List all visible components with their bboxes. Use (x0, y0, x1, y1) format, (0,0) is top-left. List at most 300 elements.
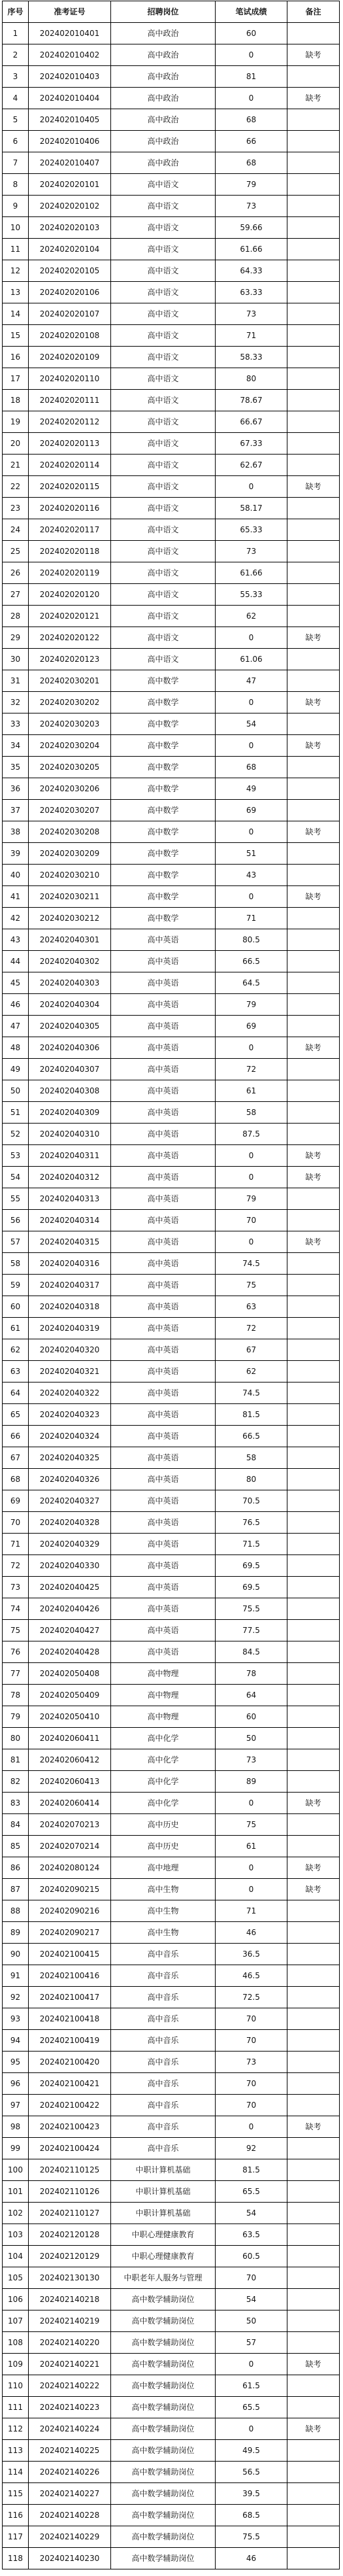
cell-recruitment-position: 高中音乐 (111, 2073, 216, 2095)
cell-recruitment-position: 高中物理 (111, 1663, 216, 1685)
cell-remarks (287, 2181, 340, 2203)
table-row (3, 2418, 340, 2440)
cell-recruitment-position: 高中英语 (111, 1188, 216, 1210)
header-row (3, 1, 340, 23)
cell-remarks (287, 455, 340, 476)
cell-written-score: 60 (216, 23, 287, 44)
cell-written-score: 54 (216, 713, 287, 735)
cell-remarks (287, 1534, 340, 1555)
table-row (3, 1490, 340, 1512)
cell-recruitment-position: 高中语文 (111, 239, 216, 260)
cell-recruitment-position: 高中政治 (111, 109, 216, 131)
cell-serial-number: 45 (3, 972, 29, 994)
table-row (3, 1231, 340, 1253)
cell-admission-ticket-number: 202402040309 (29, 1102, 111, 1124)
cell-serial-number: 53 (3, 1145, 29, 1167)
cell-remarks (287, 670, 340, 692)
cell-recruitment-position: 高中数学辅助岗位 (111, 2332, 216, 2354)
cell-recruitment-position: 高中语文 (111, 368, 216, 390)
header-remarks: 备注 (287, 1, 340, 23)
cell-admission-ticket-number: 202402010404 (29, 88, 111, 109)
cell-remarks: 缺考 (287, 2116, 340, 2138)
cell-written-score: 61.66 (216, 562, 287, 584)
cell-admission-ticket-number: 202402090215 (29, 1879, 111, 1900)
cell-admission-ticket-number: 202402020105 (29, 260, 111, 282)
cell-serial-number: 71 (3, 1534, 29, 1555)
cell-remarks (287, 1469, 340, 1490)
cell-serial-number: 20 (3, 433, 29, 455)
table-row (3, 1296, 340, 1318)
cell-serial-number: 42 (3, 908, 29, 929)
cell-serial-number: 54 (3, 1167, 29, 1188)
table-row (3, 2505, 340, 2526)
cell-serial-number: 66 (3, 1426, 29, 1447)
cell-written-score: 63.33 (216, 282, 287, 303)
cell-serial-number: 50 (3, 1080, 29, 1102)
cell-serial-number: 35 (3, 757, 29, 778)
cell-recruitment-position: 高中音乐 (111, 2116, 216, 2138)
table-row (3, 196, 340, 217)
cell-recruitment-position: 高中数学辅助岗位 (111, 2397, 216, 2418)
cell-recruitment-position: 高中数学 (111, 908, 216, 929)
table-row (3, 821, 340, 843)
table-row (3, 606, 340, 627)
cell-admission-ticket-number: 202402040319 (29, 1318, 111, 1339)
cell-admission-ticket-number: 202402020121 (29, 606, 111, 627)
table-row (3, 1944, 340, 1965)
cell-serial-number: 39 (3, 843, 29, 865)
cell-admission-ticket-number: 202402060414 (29, 1793, 111, 1814)
cell-admission-ticket-number: 202402090217 (29, 1922, 111, 1944)
cell-written-score: 57 (216, 2332, 287, 2354)
cell-admission-ticket-number: 202402010402 (29, 44, 111, 66)
cell-serial-number: 98 (3, 2116, 29, 2138)
cell-admission-ticket-number: 202402100418 (29, 2008, 111, 2030)
cell-written-score: 56.5 (216, 2462, 287, 2483)
cell-recruitment-position: 高中数学 (111, 865, 216, 886)
cell-admission-ticket-number: 202402020114 (29, 455, 111, 476)
cell-written-score: 77.5 (216, 1620, 287, 1641)
cell-written-score: 64.5 (216, 972, 287, 994)
table-row (3, 411, 340, 433)
table-row (3, 2246, 340, 2267)
cell-admission-ticket-number: 202402040317 (29, 1275, 111, 1296)
cell-admission-ticket-number: 202402040428 (29, 1641, 111, 1663)
cell-admission-ticket-number: 202402040426 (29, 1598, 111, 1620)
cell-recruitment-position: 高中英语 (111, 1059, 216, 1080)
cell-remarks (287, 1620, 340, 1641)
cell-remarks (287, 411, 340, 433)
table-row (3, 2073, 340, 2095)
cell-written-score: 58 (216, 1447, 287, 1469)
table-row (3, 541, 340, 562)
header-written-score: 笔试成绩 (216, 1, 287, 23)
cell-admission-ticket-number: 202402040425 (29, 1577, 111, 1598)
cell-serial-number: 82 (3, 1771, 29, 1793)
table-row (3, 1641, 340, 1663)
cell-recruitment-position: 高中数学 (111, 735, 216, 757)
cell-serial-number: 55 (3, 1188, 29, 1210)
cell-admission-ticket-number: 202402100419 (29, 2030, 111, 2052)
cell-admission-ticket-number: 202402030210 (29, 865, 111, 886)
cell-serial-number: 27 (3, 584, 29, 606)
cell-serial-number: 72 (3, 1555, 29, 1577)
cell-admission-ticket-number: 202402040303 (29, 972, 111, 994)
table-body (3, 23, 340, 2569)
cell-recruitment-position: 高中语文 (111, 411, 216, 433)
table-row (3, 1922, 340, 1944)
table-row (3, 562, 340, 584)
cell-serial-number: 29 (3, 627, 29, 649)
cell-admission-ticket-number: 202402040308 (29, 1080, 111, 1102)
cell-serial-number: 3 (3, 66, 29, 88)
cell-remarks: 缺考 (287, 1167, 340, 1188)
cell-remarks (287, 1339, 340, 1361)
cell-remarks (287, 951, 340, 972)
cell-serial-number: 59 (3, 1275, 29, 1296)
cell-serial-number: 79 (3, 1706, 29, 1728)
cell-serial-number: 6 (3, 131, 29, 152)
cell-serial-number: 84 (3, 1814, 29, 1836)
cell-written-score: 80 (216, 1469, 287, 1490)
cell-recruitment-position: 高中数学 (111, 886, 216, 908)
cell-remarks (287, 1900, 340, 1922)
cell-admission-ticket-number: 202402140228 (29, 2505, 111, 2526)
cell-serial-number: 24 (3, 519, 29, 541)
cell-written-score: 81.5 (216, 2159, 287, 2181)
cell-serial-number: 108 (3, 2332, 29, 2354)
table-row (3, 2159, 340, 2181)
cell-serial-number: 1 (3, 23, 29, 44)
cell-written-score: 69 (216, 1016, 287, 1037)
cell-written-score: 68.5 (216, 2505, 287, 2526)
cell-written-score: 70 (216, 2267, 287, 2289)
cell-remarks (287, 2267, 340, 2289)
cell-recruitment-position: 高中英语 (111, 1361, 216, 1382)
cell-recruitment-position: 高中政治 (111, 152, 216, 174)
cell-admission-ticket-number: 202402140224 (29, 2418, 111, 2440)
cell-written-score: 68 (216, 109, 287, 131)
cell-admission-ticket-number: 202402040314 (29, 1210, 111, 1231)
cell-remarks (287, 1102, 340, 1124)
header-admission-ticket-number: 准考证号 (29, 1, 111, 23)
cell-recruitment-position: 高中英语 (111, 1469, 216, 1490)
cell-serial-number: 23 (3, 498, 29, 519)
cell-written-score: 64 (216, 1685, 287, 1706)
cell-recruitment-position: 高中语文 (111, 174, 216, 196)
cell-remarks: 缺考 (287, 476, 340, 498)
cell-admission-ticket-number: 202402020120 (29, 584, 111, 606)
cell-remarks (287, 282, 340, 303)
table-row (3, 1426, 340, 1447)
header-serial-number: 序号 (3, 1, 29, 23)
cell-admission-ticket-number: 202402040301 (29, 929, 111, 951)
cell-serial-number: 105 (3, 2267, 29, 2289)
cell-recruitment-position: 高中数学 (111, 821, 216, 843)
cell-written-score: 0 (216, 1167, 287, 1188)
cell-serial-number: 34 (3, 735, 29, 757)
cell-admission-ticket-number: 202402100424 (29, 2138, 111, 2159)
cell-remarks (287, 1771, 340, 1793)
table-row (3, 1188, 340, 1210)
cell-remarks: 缺考 (287, 44, 340, 66)
cell-written-score: 81.5 (216, 1404, 287, 1426)
cell-written-score: 54 (216, 2203, 287, 2224)
cell-written-score: 72.5 (216, 1987, 287, 2008)
cell-admission-ticket-number: 202402020111 (29, 390, 111, 411)
cell-remarks (287, 800, 340, 821)
cell-recruitment-position: 高中英语 (111, 1210, 216, 1231)
cell-written-score: 58 (216, 1102, 287, 1124)
cell-recruitment-position: 高中英语 (111, 929, 216, 951)
table-row (3, 692, 340, 713)
table-row (3, 994, 340, 1016)
cell-remarks: 缺考 (287, 1231, 340, 1253)
table-row (3, 1555, 340, 1577)
cell-remarks (287, 2095, 340, 2116)
cell-written-score: 66.67 (216, 411, 287, 433)
table-row (3, 1620, 340, 1641)
cell-admission-ticket-number: 202402020113 (29, 433, 111, 455)
cell-recruitment-position: 高中政治 (111, 66, 216, 88)
cell-admission-ticket-number: 202402040326 (29, 1469, 111, 1490)
table-row (3, 1037, 340, 1059)
table-row (3, 347, 340, 368)
cell-admission-ticket-number: 202402020101 (29, 174, 111, 196)
cell-admission-ticket-number: 202402140225 (29, 2440, 111, 2462)
table-row (3, 1965, 340, 1987)
cell-admission-ticket-number: 202402050409 (29, 1685, 111, 1706)
cell-recruitment-position: 高中数学辅助岗位 (111, 2310, 216, 2332)
table-row (3, 131, 340, 152)
cell-recruitment-position: 高中政治 (111, 44, 216, 66)
cell-serial-number: 17 (3, 368, 29, 390)
cell-written-score: 46 (216, 1922, 287, 1944)
cell-written-score: 43 (216, 865, 287, 886)
cell-admission-ticket-number: 202402050408 (29, 1663, 111, 1685)
cell-serial-number: 43 (3, 929, 29, 951)
cell-recruitment-position: 中职老年人服务与管理 (111, 2267, 216, 2289)
cell-serial-number: 12 (3, 260, 29, 282)
cell-serial-number: 2 (3, 44, 29, 66)
cell-remarks (287, 1275, 340, 1296)
cell-written-score: 47 (216, 670, 287, 692)
table-row (3, 2181, 340, 2203)
cell-written-score: 74.5 (216, 1253, 287, 1275)
cell-remarks (287, 519, 340, 541)
cell-remarks (287, 1296, 340, 1318)
cell-recruitment-position: 高中英语 (111, 1124, 216, 1145)
cell-remarks: 缺考 (287, 886, 340, 908)
cell-admission-ticket-number: 202402040328 (29, 1512, 111, 1534)
cell-recruitment-position: 高中语文 (111, 541, 216, 562)
cell-written-score: 62 (216, 1361, 287, 1382)
cell-serial-number: 70 (3, 1512, 29, 1534)
cell-serial-number: 106 (3, 2289, 29, 2310)
cell-written-score: 89 (216, 1771, 287, 1793)
cell-written-score: 78 (216, 1663, 287, 1685)
cell-admission-ticket-number: 202402020117 (29, 519, 111, 541)
cell-remarks (287, 2332, 340, 2354)
table-row (3, 1339, 340, 1361)
cell-written-score: 60.5 (216, 2246, 287, 2267)
cell-written-score: 0 (216, 1793, 287, 1814)
table-row (3, 800, 340, 821)
cell-recruitment-position: 高中数学 (111, 713, 216, 735)
cell-recruitment-position: 高中英语 (111, 1145, 216, 1167)
cell-written-score: 73 (216, 196, 287, 217)
cell-written-score: 71.5 (216, 1534, 287, 1555)
cell-admission-ticket-number: 202402060412 (29, 1749, 111, 1771)
table-row (3, 2440, 340, 2462)
cell-written-score: 61.66 (216, 239, 287, 260)
cell-written-score: 67 (216, 1339, 287, 1361)
cell-remarks (287, 1641, 340, 1663)
cell-recruitment-position: 高中物理 (111, 1706, 216, 1728)
cell-written-score: 73 (216, 2052, 287, 2073)
cell-remarks (287, 239, 340, 260)
cell-serial-number: 104 (3, 2246, 29, 2267)
cell-written-score: 69.5 (216, 1555, 287, 1577)
table-row (3, 2224, 340, 2246)
cell-admission-ticket-number: 202402040315 (29, 1231, 111, 1253)
cell-serial-number: 117 (3, 2526, 29, 2548)
cell-admission-ticket-number: 202402040307 (29, 1059, 111, 1080)
cell-recruitment-position: 高中英语 (111, 1512, 216, 1534)
table-row (3, 174, 340, 196)
cell-admission-ticket-number: 202402020123 (29, 649, 111, 670)
cell-written-score: 73 (216, 541, 287, 562)
cell-admission-ticket-number: 202402140222 (29, 2375, 111, 2397)
cell-admission-ticket-number: 202402130130 (29, 2267, 111, 2289)
table-row (3, 1382, 340, 1404)
table-row (3, 865, 340, 886)
cell-recruitment-position: 高中音乐 (111, 2030, 216, 2052)
cell-remarks (287, 1059, 340, 1080)
cell-admission-ticket-number: 202402040427 (29, 1620, 111, 1641)
table-row (3, 1253, 340, 1275)
cell-written-score: 62.67 (216, 455, 287, 476)
cell-recruitment-position: 高中英语 (111, 994, 216, 1016)
cell-admission-ticket-number: 202402030201 (29, 670, 111, 692)
cell-written-score: 62 (216, 606, 287, 627)
cell-recruitment-position: 高中语文 (111, 627, 216, 649)
cell-serial-number: 89 (3, 1922, 29, 1944)
cell-serial-number: 78 (3, 1685, 29, 1706)
cell-admission-ticket-number: 202402030204 (29, 735, 111, 757)
cell-admission-ticket-number: 202402140223 (29, 2397, 111, 2418)
cell-recruitment-position: 高中数学辅助岗位 (111, 2289, 216, 2310)
cell-remarks (287, 757, 340, 778)
table-row (3, 1577, 340, 1598)
cell-written-score: 0 (216, 886, 287, 908)
cell-admission-ticket-number: 202402030212 (29, 908, 111, 929)
table-row (3, 1749, 340, 1771)
cell-remarks: 缺考 (287, 1145, 340, 1167)
cell-serial-number: 74 (3, 1598, 29, 1620)
cell-serial-number: 80 (3, 1728, 29, 1749)
cell-serial-number: 4 (3, 88, 29, 109)
cell-remarks (287, 1814, 340, 1836)
cell-recruitment-position: 中职计算机基础 (111, 2203, 216, 2224)
cell-recruitment-position: 高中化学 (111, 1728, 216, 1749)
cell-admission-ticket-number: 202402060411 (29, 1728, 111, 1749)
cell-written-score: 81 (216, 66, 287, 88)
cell-written-score: 55.33 (216, 584, 287, 606)
cell-remarks (287, 649, 340, 670)
table-row (3, 368, 340, 390)
table-row (3, 843, 340, 865)
cell-admission-ticket-number: 202402020122 (29, 627, 111, 649)
cell-recruitment-position: 高中政治 (111, 131, 216, 152)
cell-written-score: 46 (216, 2548, 287, 2569)
cell-written-score: 71 (216, 1900, 287, 1922)
table-row (3, 1836, 340, 1857)
cell-written-score: 0 (216, 627, 287, 649)
table-row (3, 670, 340, 692)
cell-remarks (287, 1598, 340, 1620)
cell-recruitment-position: 中职计算机基础 (111, 2159, 216, 2181)
cell-written-score: 60 (216, 1706, 287, 1728)
cell-remarks: 缺考 (287, 88, 340, 109)
cell-remarks (287, 865, 340, 886)
cell-written-score: 65.5 (216, 2181, 287, 2203)
cell-serial-number: 19 (3, 411, 29, 433)
cell-serial-number: 22 (3, 476, 29, 498)
cell-recruitment-position: 高中英语 (111, 1275, 216, 1296)
cell-remarks (287, 109, 340, 131)
cell-admission-ticket-number: 202402040329 (29, 1534, 111, 1555)
cell-recruitment-position: 高中英语 (111, 1577, 216, 1598)
cell-admission-ticket-number: 202402090216 (29, 1900, 111, 1922)
cell-admission-ticket-number: 202402030208 (29, 821, 111, 843)
cell-serial-number: 41 (3, 886, 29, 908)
cell-admission-ticket-number: 202402120129 (29, 2246, 111, 2267)
cell-written-score: 79 (216, 1188, 287, 1210)
cell-written-score: 70.5 (216, 1490, 287, 1512)
table-row (3, 929, 340, 951)
cell-remarks (287, 347, 340, 368)
cell-admission-ticket-number: 202402030203 (29, 713, 111, 735)
table-row (3, 757, 340, 778)
cell-admission-ticket-number: 202402140219 (29, 2310, 111, 2332)
cell-serial-number: 112 (3, 2418, 29, 2440)
cell-serial-number: 94 (3, 2030, 29, 2052)
cell-recruitment-position: 高中音乐 (111, 2052, 216, 2073)
cell-recruitment-position: 高中音乐 (111, 2138, 216, 2159)
cell-written-score: 58.33 (216, 347, 287, 368)
cell-remarks (287, 260, 340, 282)
cell-remarks (287, 131, 340, 152)
cell-recruitment-position: 中职计算机基础 (111, 2181, 216, 2203)
cell-written-score: 67.33 (216, 433, 287, 455)
table-row (3, 239, 340, 260)
table-row (3, 152, 340, 174)
cell-written-score: 66.5 (216, 951, 287, 972)
cell-serial-number: 88 (3, 1900, 29, 1922)
cell-serial-number: 31 (3, 670, 29, 692)
cell-serial-number: 76 (3, 1641, 29, 1663)
cell-serial-number: 69 (3, 1490, 29, 1512)
cell-serial-number: 111 (3, 2397, 29, 2418)
cell-remarks (287, 843, 340, 865)
table-row (3, 1598, 340, 1620)
cell-admission-ticket-number: 202402080124 (29, 1857, 111, 1879)
cell-serial-number: 48 (3, 1037, 29, 1059)
cell-recruitment-position: 高中数学辅助岗位 (111, 2418, 216, 2440)
cell-written-score: 51 (216, 843, 287, 865)
cell-admission-ticket-number: 202402040305 (29, 1016, 111, 1037)
